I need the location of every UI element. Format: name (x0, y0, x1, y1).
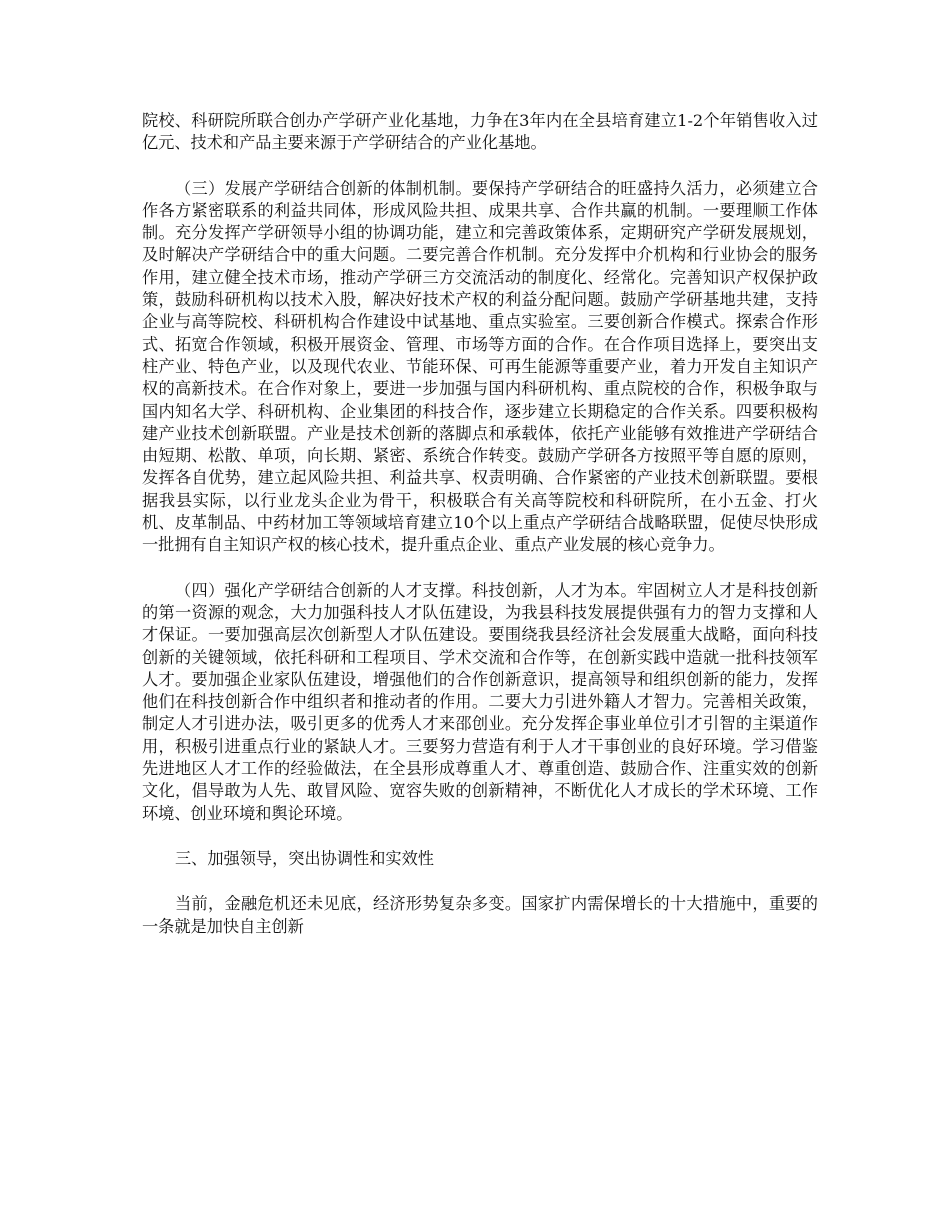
section-heading: 三、加强领导，突出协调性和实效性 (175, 848, 434, 868)
document-body (142, 110, 818, 961)
paragraph-final: 当前，金融危机还未见底，经济形势复杂多变。国家扩内需保增长的十大措施中，重要的一条就是加快自主创新 (142, 894, 818, 936)
paragraph-section-4: （四）强化产学研结合创新的人才支撑。科技创新，人才为本。牢固树立人才是科技创新的第一资源的观念，大力加强科技人才队伍建设，为我县科技发展提供强有力的智力支撑和人才保证。一要加强高层次创新型人才队伍建设。要围绕我县经济社会发展重大战略，面向科技创新的关键领域，依托科研和工程项目、学术交流和合作等，在创新实践中造就一批科技领军人才。要加强企业家队伍建设，增强他们的合作创新意识，提高领导和组织创新的能力，发挥他们在科技创新合作中组织者和推动者的作用。二要大力引进外籍人才智力。完善相关政策，制定人才引进办法，吸引更多的优秀人才来邵创业。充分发挥企事业单位引才引智的主渠道作用，积极引进重点行业的紧缺人才。三要努力营造有利于人才干事创业的良好环境。学习借鉴先进地区人才工作的经验做法，在全县形成尊重人才、尊重创造、鼓励合作、注重实效的创新文化，倡导敢为人先、敢冒风险、宽容失败的创新精神，不断优化人才成长的学术环境、工作环境、创业环境和舆论环境。 (142, 580, 818, 823)
paragraph-continuation: 院校、科研院所联合创办产学研产业化基地，力争在3年内在全县培育建立1-2个年销售收入过亿元、技术和产品主要来源于产学研结合的产业化基地。 (142, 111, 818, 153)
paragraph-section-3: （三）发展产学研结合创新的体制机制。要保持产学研结合的旺盛持久活力，必须建立合作各方紧密联系的利益共同体，形成风险共担、成果共享、合作共赢的机制。一要理顺工作体制。充分发挥产学研领导小组的协调功能，建立和完善政策体系，定期研究产学研发展规划，及时解决产学研结合中的重大问题。二要完善合作机制。充分发挥中介机构和行业协会的服务作用，建立健全技术市场，推动产学研三方交流活动的制度化、经常化。完善知识产权保护政策，鼓励科研机构以技术入股，解决好技术产权的利益分配问题。鼓励产学研基地共建，支持企业与高等院校、科研机构合作建设中试基地、重点实验室。三要创新合作模式。探索合作形式、拓宽合作领域，积极开展资金、管理、市场等方面的合作。在合作项目选择上，要突出支柱产业、特色产业，以及现代农业、节能环保、可再生能源等重要产业，着力开发自主知识产权的高新技术。在合作对象上，要进一步加强与国内科研机构、重点院校的合作，积极争取与国内知名大学、科研机构、企业集团的科技合作，逐步建立长期稳定的合作关系。四要积极构建产业技术创新联盟。产业是技术创新的落脚点和承载体，依托产业能够有效推进产学研结合由短期、松散、单项，向长期、紧密、系统合作转变。鼓励产学研各方按照平等自愿的原则，发挥各自优势，建立起风险共担、利益共享、权责明确、合作紧密的产业技术创新联盟。要根据我县实际，以行业龙头企业为骨干，积极联合有关高等院校和科研院所，在小五金、打火机、皮革制品、中药材加工等领域培育建立10个以上重点产学研结合战略联盟，促使尽快形成一批拥有自主知识产权的核心技术，提升重点企业、重点产业发展的核心竞争力。 (142, 178, 818, 555)
